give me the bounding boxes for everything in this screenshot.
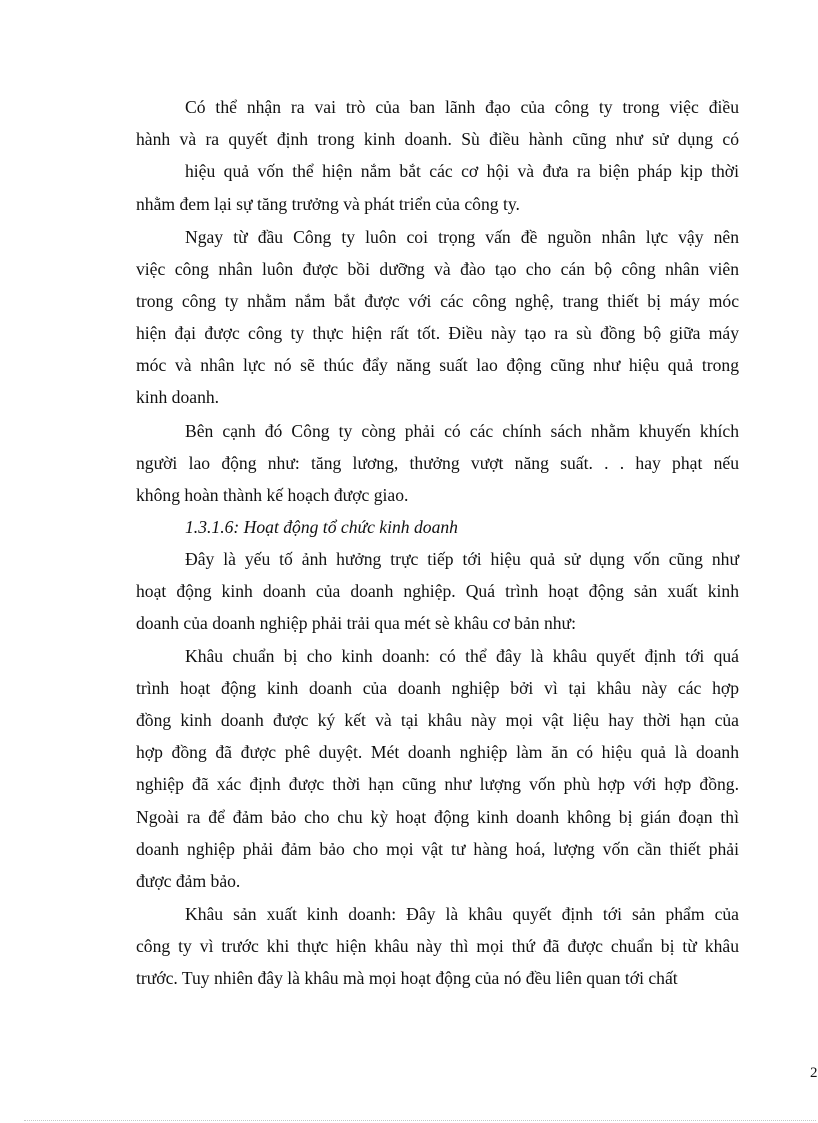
text-line: việc công nhân luôn được bồi dưỡng và đào tạo cho cán bộ công nhân viên [136,259,739,279]
text-line: kinh doanh. [136,387,220,407]
text-line: Ngoài ra để đảm bảo cho chu kỳ hoạt động kinh doanh không bị gián đoạn thì [136,807,739,827]
text-line: hiệu quả vốn thể hiện nắm bắt các cơ hội và đưa ra biện pháp kịp thời [185,161,739,181]
section-heading: 1.3.1.6: Hoạt động tổ chức kinh doanh [185,517,458,537]
text-line: Đây là yếu tố ảnh hưởng trực tiếp tới hiệu quả sử dụng vốn cũng như [185,549,739,569]
text-line: nghiệp đã xác định được thời hạn cũng như lượng vốn phù hợp với hợp đồng. [136,774,739,794]
page-number: 2 [810,1065,818,1081]
text-line: Khâu chuẩn bị cho kinh doanh: có thể đây là khâu quyết định tới quá [185,646,739,666]
text-line: hợp đồng đã được phê duyệt. Mét doanh nghiệp làm ăn có hiệu quả là doanh [136,742,739,762]
text-line: hoạt động kinh doanh của doanh nghiệp. Quá trình hoạt động sản xuất kinh [136,581,739,601]
footer-divider [24,1120,816,1121]
text-line: trước. Tuy nhiên đây là khâu mà mọi hoạt động của nó đều liên quan tới chất [136,968,678,988]
text-line: đồng kinh doanh được ký kết và tại khâu này mọi vật liệu hay thời hạn của [136,710,739,730]
text-line: hành và ra quyết định trong kinh doanh. Sù điều hành cũng như sử dụng có [136,129,739,149]
text-line: hiện đại được công ty thực hiện rất tốt. Điều này tạo ra sù đồng bộ giữa máy [136,323,739,343]
text-line: công ty vì trước khi thực hiện khâu này thì mọi thứ đã được chuẩn bị từ khâu [136,936,739,956]
text-line: không hoàn thành kế hoạch được giao. [136,485,409,505]
text-line: trong công ty nhằm nắm bắt được với các công nghệ, trang thiết bị máy móc [136,291,739,311]
text-line: trình hoạt động kinh doanh của doanh nghiệp bởi vì tại khâu này các hợp [136,678,739,698]
text-line: móc và nhân lực nó sẽ thúc đẩy năng suất lao động cũng như hiệu quả trong [136,355,739,375]
text-line: người lao động như: tăng lương, thưởng vượt năng suất. . . hay phạt nếu [136,453,739,473]
text-line: Ngay từ đầu Công ty luôn coi trọng vấn đề nguồn nhân lực vậy nên [185,227,739,247]
text-line: Khâu sản xuất kinh doanh: Đây là khâu quyết định tới sản phẩm của [185,904,739,924]
text-line: được đảm bảo. [136,871,241,891]
text-line: doanh nghiệp phải đảm bảo cho mọi vật tư hàng hoá, lượng vốn cần thiết phải [136,839,739,859]
text-line: Bên cạnh đó Công ty còng phải có các chính sách nhằm khuyến khích [185,421,739,441]
text-line: nhằm đem lại sự tăng trưởng và phát triển của công ty. [136,194,520,214]
text-line: doanh của doanh nghiệp phải trải qua mét sè khâu cơ bản như: [136,613,576,633]
text-line: Có thể nhận ra vai trò của ban lãnh đạo của công ty trong việc điều [185,97,739,117]
